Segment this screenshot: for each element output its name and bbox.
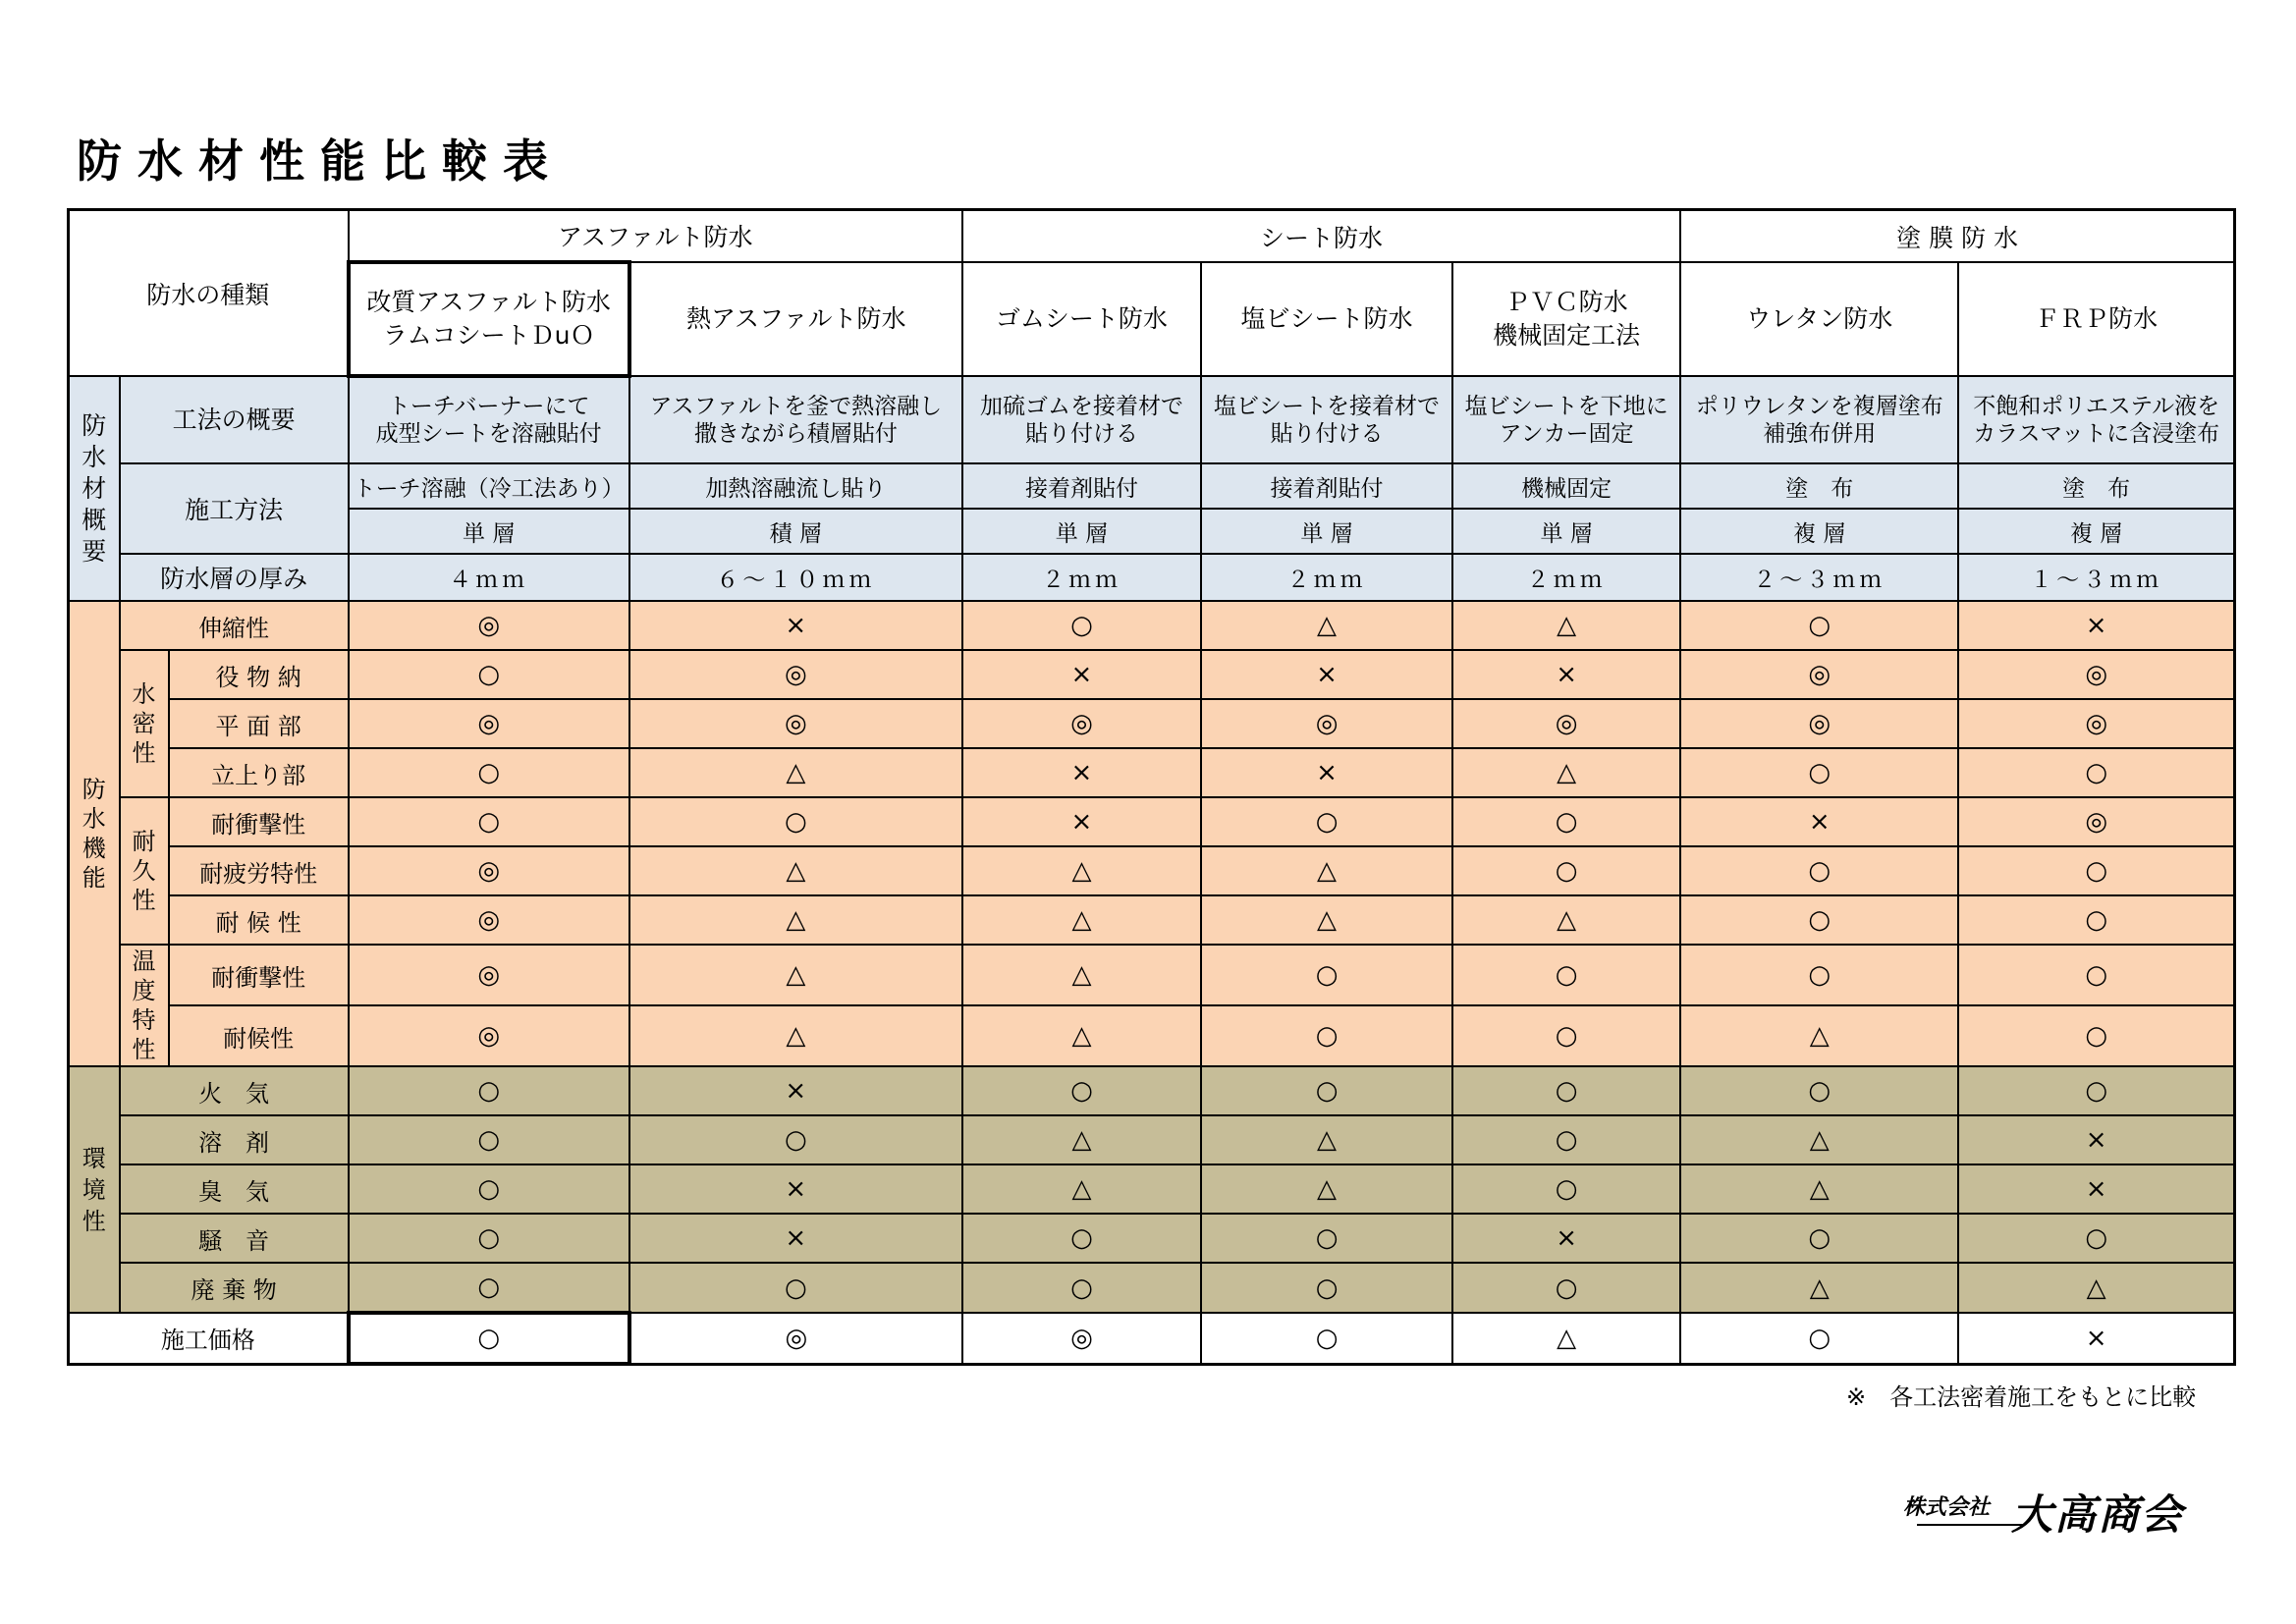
rating-cell: × — [1680, 797, 1958, 846]
rating-cell: ○ — [1452, 1263, 1680, 1313]
summary-cell: ポリウレタンを複層塗布 補強布併用 — [1680, 376, 1958, 463]
rating-cell: ○ — [1452, 1005, 1680, 1066]
footnote: ※ 各工法密着施工をもとに比較 — [1846, 1383, 2197, 1411]
rating-cell: ○ — [1680, 748, 1958, 797]
rating-cell: △ — [629, 1005, 962, 1066]
rating-cell: × — [1958, 601, 2234, 650]
company-logo — [1903, 1483, 2217, 1538]
rating-cell: ○ — [962, 1214, 1201, 1263]
method-cell: 機械固定 — [1452, 463, 1680, 509]
rating-cell: ◎ — [1958, 650, 2234, 699]
rating-cell: △ — [1680, 1263, 1958, 1313]
thickness-cell: ２ｍｍ — [962, 554, 1201, 601]
rating-cell: ○ — [1680, 601, 1958, 650]
temperature-category: 温 度 特 性 — [120, 945, 169, 1066]
row-label: 臭 気 — [120, 1164, 349, 1214]
rating-cell: × — [1452, 650, 1680, 699]
waterproof-category: 防 水 機 能 — [69, 601, 120, 1066]
summary-cell: 塩ビシートを接着材で 貼り付ける — [1201, 376, 1452, 463]
watertight-category: 水 密 性 — [120, 650, 169, 797]
thickness-cell: ２ｍｍ — [1452, 554, 1680, 601]
rating-cell: ○ — [1958, 748, 2234, 797]
summary-label: 工法の概要 — [120, 376, 349, 463]
rating-cell: △ — [629, 945, 962, 1005]
rating-cell: ○ — [1452, 1164, 1680, 1214]
logo-name: 大高商会 — [2011, 1490, 2185, 1539]
rating-cell: △ — [1680, 1164, 1958, 1214]
row-label: 耐衝撃性 — [169, 945, 349, 1005]
rating-cell: ◎ — [629, 650, 962, 699]
rating-cell: × — [962, 797, 1201, 846]
rating-cell: ○ — [1680, 846, 1958, 895]
comparison-table — [67, 208, 2236, 1366]
layer-cell: 単 層 — [349, 509, 629, 554]
rating-cell: △ — [1958, 1263, 2234, 1313]
rating-cell: △ — [1201, 1115, 1452, 1164]
rating-cell: ◎ — [349, 895, 629, 945]
row-label: 役 物 納 — [169, 650, 349, 699]
durability-category: 耐 久 性 — [120, 797, 169, 945]
layer-cell: 複 層 — [1958, 509, 2234, 554]
rating-cell: △ — [1201, 1164, 1452, 1214]
rating-cell: ◎ — [629, 1313, 962, 1364]
rating-cell: ◎ — [1958, 797, 2234, 846]
logo-underline — [1917, 1524, 2025, 1526]
rating-cell: ○ — [1958, 846, 2234, 895]
rating-cell: ○ — [1201, 1214, 1452, 1263]
rating-cell: △ — [962, 945, 1201, 1005]
rating-cell: △ — [1680, 1005, 1958, 1066]
thickness-label: 防水層の厚み — [120, 554, 349, 601]
rating-cell: ○ — [1201, 797, 1452, 846]
rating-cell: △ — [962, 895, 1201, 945]
rating-cell: × — [1958, 1115, 2234, 1164]
row-label: 溶 剤 — [120, 1115, 349, 1164]
method-header: ＰＶＣ防水 機械固定工法 — [1452, 262, 1680, 376]
rating-cell: ○ — [349, 1066, 629, 1115]
rating-cell: ◎ — [1452, 699, 1680, 748]
row-label: 騒 音 — [120, 1214, 349, 1263]
method-cell: 接着剤貼付 — [962, 463, 1201, 509]
method-cell: 接着剤貼付 — [1201, 463, 1452, 509]
rating-cell: ○ — [629, 797, 962, 846]
rating-cell: ○ — [629, 1115, 962, 1164]
rating-cell: ○ — [349, 748, 629, 797]
rating-cell: ○ — [962, 601, 1201, 650]
rating-cell: ○ — [1452, 1066, 1680, 1115]
thickness-cell: ６～１０ｍｍ — [629, 554, 962, 601]
rating-cell: ○ — [1680, 895, 1958, 945]
summary-cell: トーチバーナーにて 成型シートを溶融貼付 — [349, 376, 629, 463]
type-header: 防水の種類 — [69, 210, 349, 377]
method-header: 改質アスファルト防水 ラムコシートＤuＯ — [349, 262, 629, 376]
layer-cell: 単 層 — [1201, 509, 1452, 554]
thickness-cell: １～３ｍｍ — [1958, 554, 2234, 601]
rating-cell: ○ — [1680, 945, 1958, 1005]
rating-cell: △ — [1452, 601, 1680, 650]
thickness-cell: ２ｍｍ — [1201, 554, 1452, 601]
rating-cell: ○ — [1958, 895, 2234, 945]
layer-cell: 単 層 — [1452, 509, 1680, 554]
rating-cell: ○ — [1201, 945, 1452, 1005]
summary-cell: 塩ビシートを下地に アンカー固定 — [1452, 376, 1680, 463]
rating-cell: ◎ — [349, 699, 629, 748]
rating-cell: × — [962, 748, 1201, 797]
rating-cell: ○ — [1680, 1313, 1958, 1364]
method-header: 熱アスファルト防水 — [629, 262, 962, 376]
rating-cell: ○ — [1201, 1005, 1452, 1066]
method-label: 施工方法 — [120, 463, 349, 554]
rating-cell: ○ — [349, 797, 629, 846]
environment-category: 環 境 性 — [69, 1066, 120, 1313]
row-label: 平 面 部 — [169, 699, 349, 748]
method-header: 塩ビシート防水 — [1201, 262, 1452, 376]
rating-cell: ○ — [1680, 1066, 1958, 1115]
rating-cell: ○ — [349, 1263, 629, 1313]
rating-cell: × — [629, 601, 962, 650]
group-asphalt: アスファルト防水 — [349, 210, 962, 263]
rating-cell: ◎ — [1201, 699, 1452, 748]
rating-cell: △ — [1201, 895, 1452, 945]
row-label: 耐候性 — [169, 1005, 349, 1066]
rating-cell: ○ — [349, 650, 629, 699]
method-cell: 加熱溶融流し貼り — [629, 463, 962, 509]
rating-cell: × — [1958, 1313, 2234, 1364]
rating-cell: ○ — [1201, 1066, 1452, 1115]
rating-cell: ○ — [1452, 1115, 1680, 1164]
rating-cell: ◎ — [629, 699, 962, 748]
method-header: ウレタン防水 — [1680, 262, 1958, 376]
rating-cell: △ — [962, 1164, 1201, 1214]
rating-cell: ◎ — [962, 699, 1201, 748]
rating-cell: × — [1201, 650, 1452, 699]
rating-cell: ◎ — [1680, 650, 1958, 699]
rating-cell: ○ — [962, 1066, 1201, 1115]
rating-cell: △ — [1680, 1115, 1958, 1164]
rating-cell: △ — [1452, 895, 1680, 945]
row-label: 耐 候 性 — [169, 895, 349, 945]
rating-cell: ◎ — [962, 1313, 1201, 1364]
rating-cell: △ — [1201, 601, 1452, 650]
rating-cell: ◎ — [1958, 699, 2234, 748]
method-cell: 塗 布 — [1680, 463, 1958, 509]
method-header: ゴムシート防水 — [962, 262, 1201, 376]
rating-cell: × — [962, 650, 1201, 699]
rating-cell: ○ — [349, 1164, 629, 1214]
logo-prefix: 株式会社 — [1903, 1495, 1991, 1520]
rating-cell: × — [629, 1214, 962, 1263]
row-label: 立上り部 — [169, 748, 349, 797]
row-label: 耐疲労特性 — [169, 846, 349, 895]
rating-cell: ◎ — [349, 846, 629, 895]
rating-cell: ○ — [1201, 1263, 1452, 1313]
rating-cell: × — [1201, 748, 1452, 797]
rating-cell: △ — [962, 1115, 1201, 1164]
rating-cell: × — [629, 1066, 962, 1115]
method-header-row — [69, 262, 2235, 376]
rating-cell: ◎ — [349, 945, 629, 1005]
summary-cell: 不飽和ポリエステル液を カラスマットに含浸塗布 — [1958, 376, 2234, 463]
rating-cell: ○ — [1452, 945, 1680, 1005]
rating-cell: △ — [1452, 748, 1680, 797]
rating-cell: △ — [1201, 846, 1452, 895]
rating-cell: ◎ — [1680, 699, 1958, 748]
rating-cell: ○ — [349, 1115, 629, 1164]
rating-cell: × — [629, 1164, 962, 1214]
row-label: 火 気 — [120, 1066, 349, 1115]
rating-cell: ○ — [1958, 945, 2234, 1005]
layer-cell: 複 層 — [1680, 509, 1958, 554]
rating-cell: ○ — [1958, 1214, 2234, 1263]
rating-cell: ○ — [962, 1263, 1201, 1313]
summary-cell: アスファルトを釜で熱溶融し 撒きながら積層貼付 — [629, 376, 962, 463]
rating-cell: △ — [962, 846, 1201, 895]
method-header: ＦＲＰ防水 — [1958, 262, 2234, 376]
price-label: 施工価格 — [69, 1313, 349, 1364]
rating-cell: ○ — [1201, 1313, 1452, 1364]
page-title: 防水材性能比較表 — [77, 135, 564, 188]
rating-cell: ○ — [349, 1214, 629, 1263]
rating-cell: ○ — [1680, 1214, 1958, 1263]
rating-cell: ○ — [1452, 797, 1680, 846]
summary-cell: 加硫ゴムを接着材で 貼り付ける — [962, 376, 1201, 463]
rating-cell: ○ — [1452, 846, 1680, 895]
layer-cell: 単 層 — [962, 509, 1201, 554]
group-coating: 塗 膜 防 水 — [1680, 210, 2234, 263]
rating-cell: △ — [1452, 1313, 1680, 1364]
layer-cell: 積 層 — [629, 509, 962, 554]
rating-cell: △ — [629, 748, 962, 797]
rating-cell: ○ — [629, 1263, 962, 1313]
row-label: 廃 棄 物 — [120, 1263, 349, 1313]
rating-cell: ○ — [1958, 1066, 2234, 1115]
rating-cell: ◎ — [349, 601, 629, 650]
rating-cell: ○ — [1958, 1005, 2234, 1066]
thickness-cell: ２～３ｍｍ — [1680, 554, 1958, 601]
group-sheet: シート防水 — [962, 210, 1680, 263]
rating-cell: × — [1958, 1164, 2234, 1214]
rating-cell: × — [1452, 1214, 1680, 1263]
thickness-cell: ４ｍｍ — [349, 554, 629, 601]
stretch-label: 伸縮性 — [120, 601, 349, 650]
rating-cell: △ — [629, 846, 962, 895]
rating-cell: △ — [629, 895, 962, 945]
overview-category: 防 水 材 概 要 — [69, 376, 120, 601]
method-cell: トーチ溶融（冷工法あり） — [349, 463, 629, 509]
rating-cell: ◎ — [349, 1005, 629, 1066]
rating-cell: ○ — [349, 1313, 629, 1364]
rating-cell: △ — [962, 1005, 1201, 1066]
row-label: 耐衝撃性 — [169, 797, 349, 846]
method-cell: 塗 布 — [1958, 463, 2234, 509]
